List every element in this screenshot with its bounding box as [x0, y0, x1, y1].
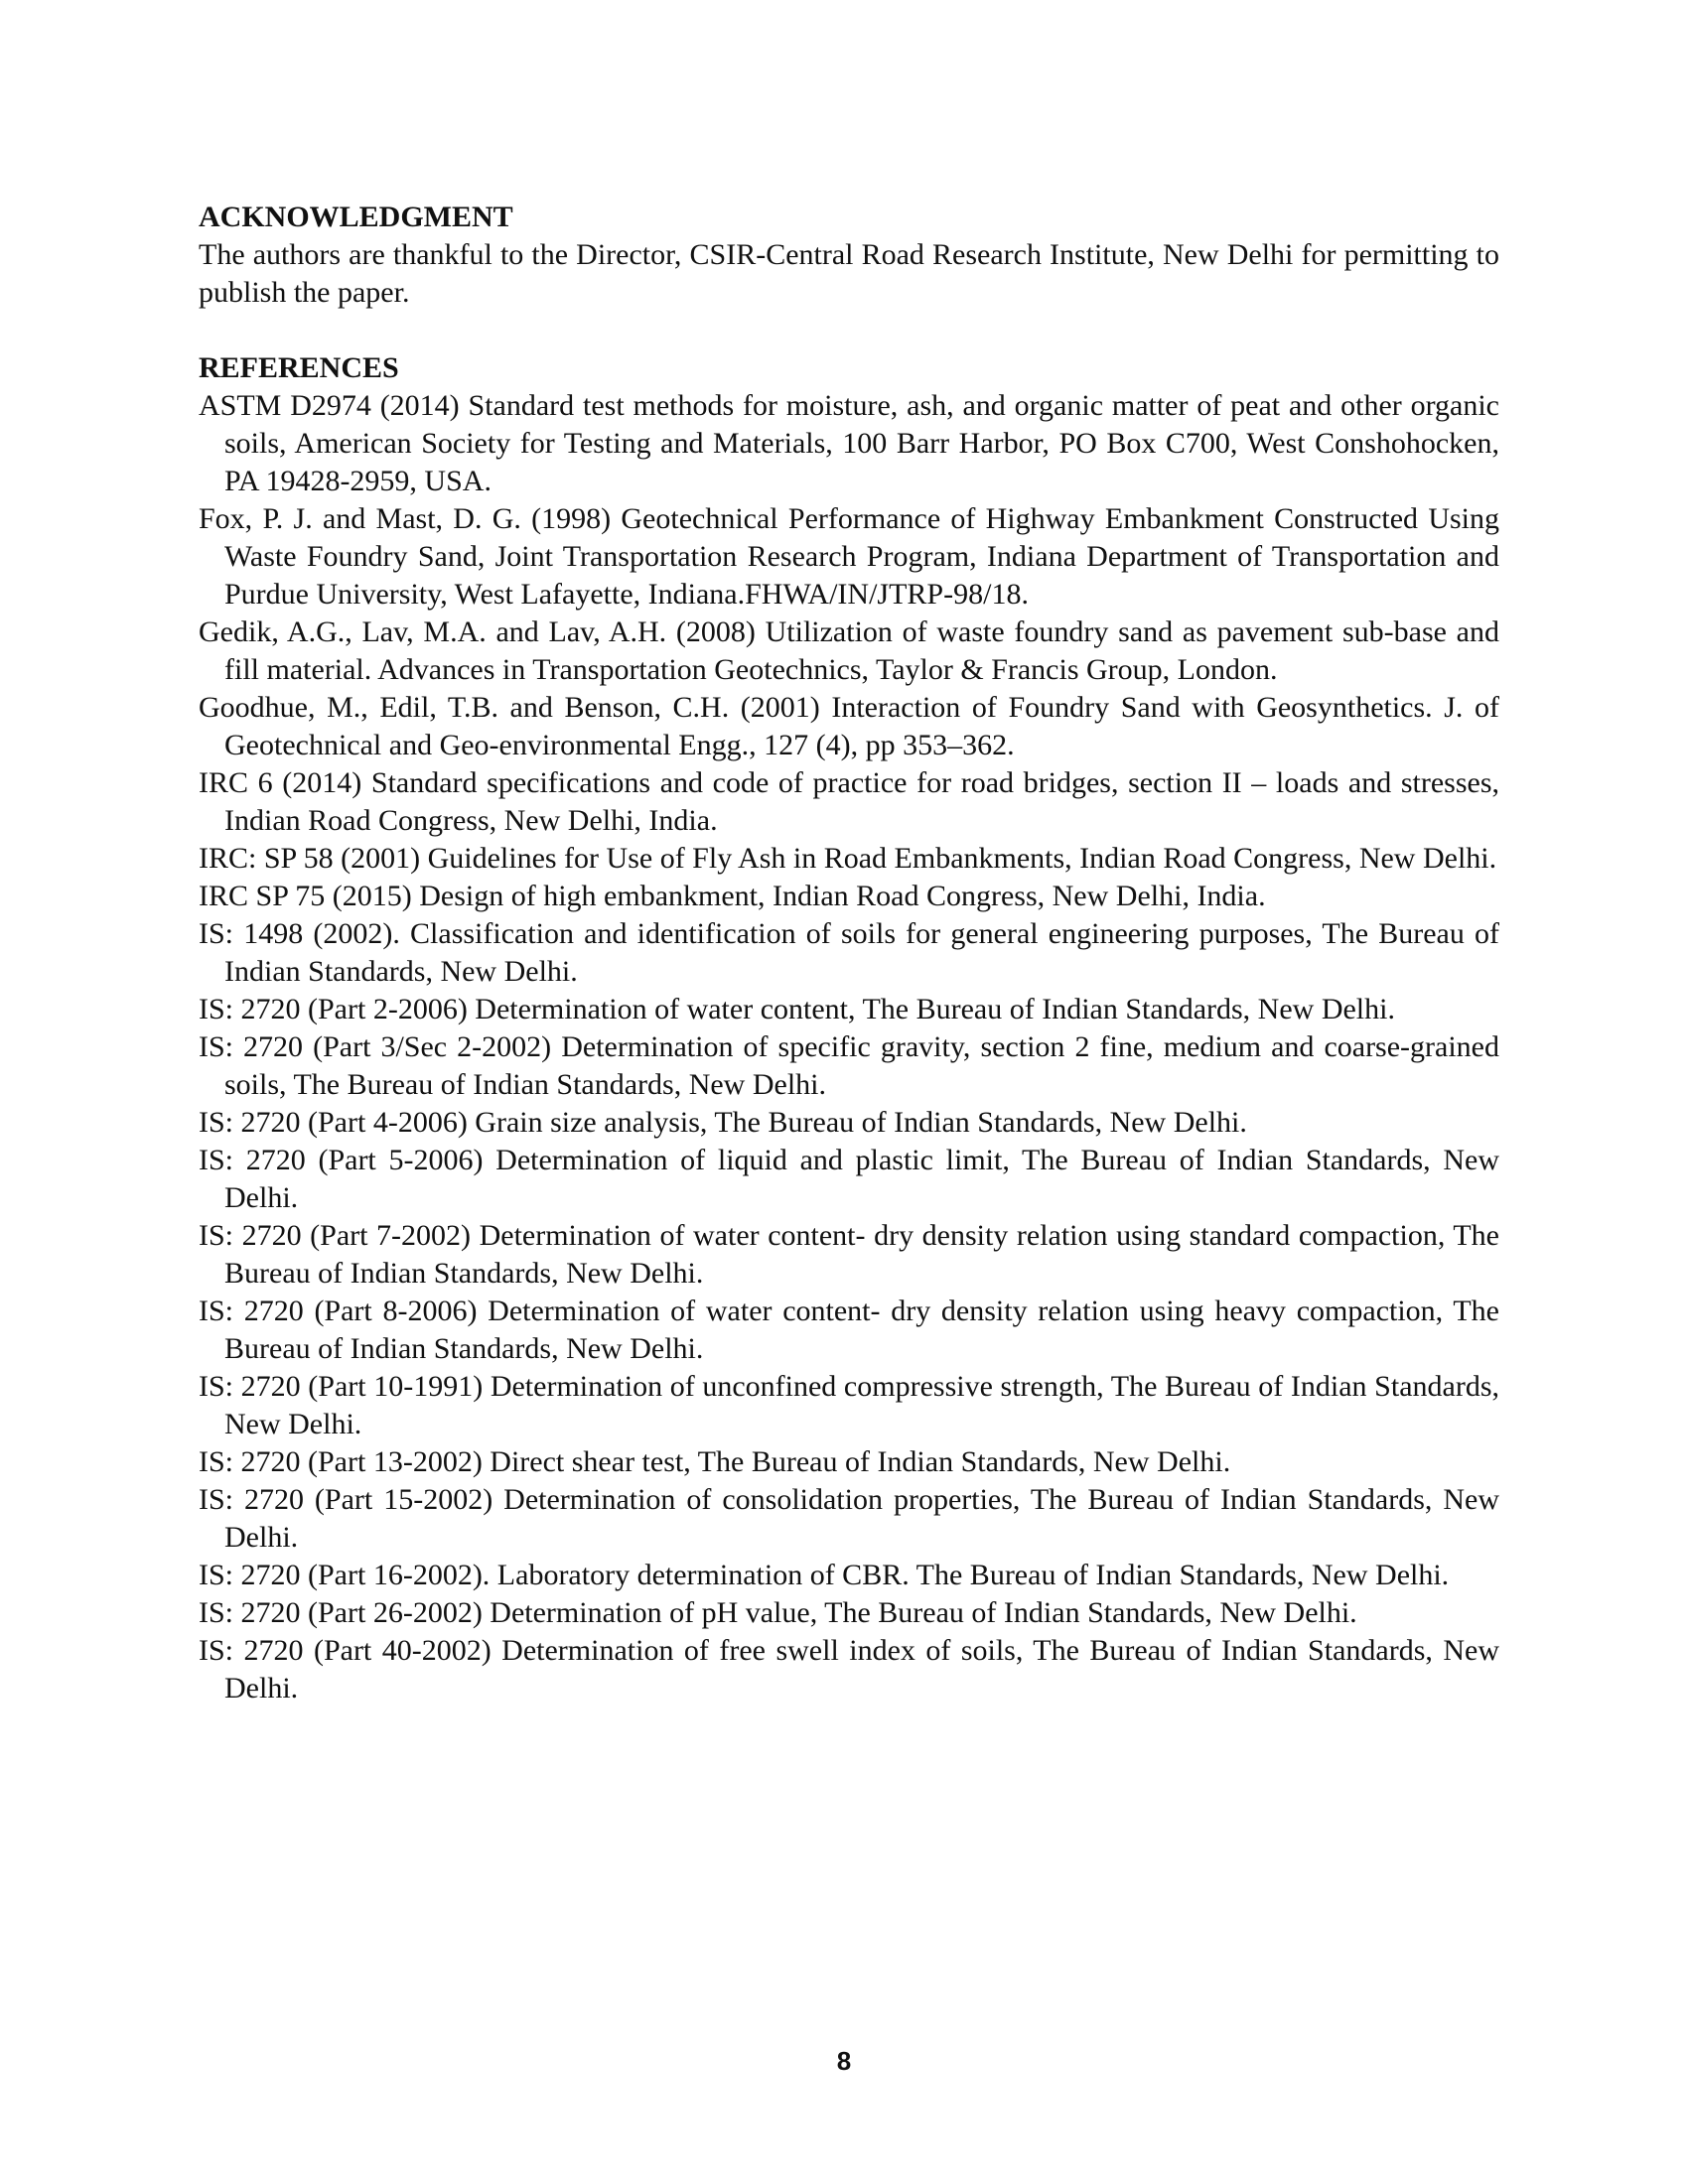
reference-item: IS: 2720 (Part 10-1991) Determination of unconfined compressive strength, The Bureau of Indian Standards, New Delhi. [199, 1370, 1499, 1440]
reference-item: IS: 2720 (Part 16-2002). Laboratory determination of CBR. The Bureau of Indian Standards, New Delhi. [199, 1559, 1450, 1591]
reference-item: Gedik, A.G., Lav, M.A. and Lav, A.H. (2008) Utilization of waste foundry sand as pavement sub-base and fill material. Advances in Transportation Geotechnics, Taylor & Francis Group, London. [199, 615, 1499, 686]
reference-item: IS: 2720 (Part 26-2002) Determination of pH value, The Bureau of Indian Standards, New Delhi. [199, 1596, 1357, 1629]
reference-list [199, 387, 1499, 1707]
references-section [199, 349, 1499, 1707]
acknowledgment-section [199, 199, 1499, 312]
reference-item: ASTM D2974 (2014) Standard test methods for moisture, ash, and organic matter of peat and other organic soils, American Society for Testing and Materials, 100 Barr Harbor, PO Box C700, West Conshohocken, PA 19428-2959, USA. [199, 389, 1499, 497]
reference-item: IS: 1498 (2002). Classification and identification of soils for general engineering purposes, The Bureau of Indian Standards, New Delhi. [199, 917, 1499, 988]
reference-item: IS: 2720 (Part 13-2002) Direct shear test, The Bureau of Indian Standards, New Delhi. [199, 1445, 1231, 1478]
page-number: 8 [836, 2046, 852, 2076]
reference-item: IS: 2720 (Part 3/Sec 2-2002) Determination of specific gravity, section 2 fine, medium and coarse-grained soils, The Bureau of Indian Standards, New Delhi. [199, 1030, 1499, 1101]
reference-item: IS: 2720 (Part 40-2002) Determination of free swell index of soils, The Bureau of Indian Standards, New Delhi. [199, 1634, 1499, 1705]
reference-item: IRC SP 75 (2015) Design of high embankment, Indian Road Congress, New Delhi, India. [199, 880, 1266, 912]
reference-item: IRC: SP 58 (2001) Guidelines for Use of Fly Ash in Road Embankments, Indian Road Congress, New Delhi. [199, 842, 1497, 875]
reference-item: IS: 2720 (Part 15-2002) Determination of consolidation properties, The Bureau of Indian Standards, New Delhi. [199, 1483, 1499, 1554]
acknowledgment-text: The authors are thankful to the Director, CSIR-Central Road Research Institute, New Delhi for permitting to publish the paper. [199, 238, 1499, 309]
reference-item: IS: 2720 (Part 5-2006) Determination of liquid and plastic limit, The Bureau of Indian Standards, New Delhi. [199, 1144, 1499, 1214]
reference-item: Goodhue, M., Edil, T.B. and Benson, C.H. (2001) Interaction of Foundry Sand with Geosynthetics. J. of Geotechnical and Geo-environmental Engg., 127 (4), pp 353–362. [199, 691, 1499, 761]
reference-item: IS: 2720 (Part 8-2006) Determination of water content- dry density relation using heavy compaction, The Bureau of Indian Standards, New Delhi. [199, 1295, 1499, 1365]
reference-item: IS: 2720 (Part 2-2006) Determination of water content, The Bureau of Indian Standards, New Delhi. [199, 993, 1395, 1025]
page-content [199, 199, 1499, 1707]
references-heading: REFERENCES [199, 351, 399, 384]
reference-item: IRC 6 (2014) Standard specifications and code of practice for road bridges, section II – loads and stresses, Indian Road Congress, New Delhi, India. [199, 766, 1499, 837]
reference-item: IS: 2720 (Part 7-2002) Determination of water content- dry density relation using standard compaction, The Bureau of Indian Standards, New Delhi. [199, 1219, 1499, 1290]
acknowledgment-heading: ACKNOWLEDGMENT [199, 201, 513, 233]
reference-item: Fox, P. J. and Mast, D. G. (1998) Geotechnical Performance of Highway Embankment Constructed Using Waste Foundry Sand, Joint Transportation Research Program, Indiana Department of Transportation and Purdue University, West Lafayette, Indiana.FHWA/IN/JTRP-98/18. [199, 502, 1499, 611]
reference-item: IS: 2720 (Part 4-2006) Grain size analysis, The Bureau of Indian Standards, New Delhi. [199, 1106, 1247, 1139]
